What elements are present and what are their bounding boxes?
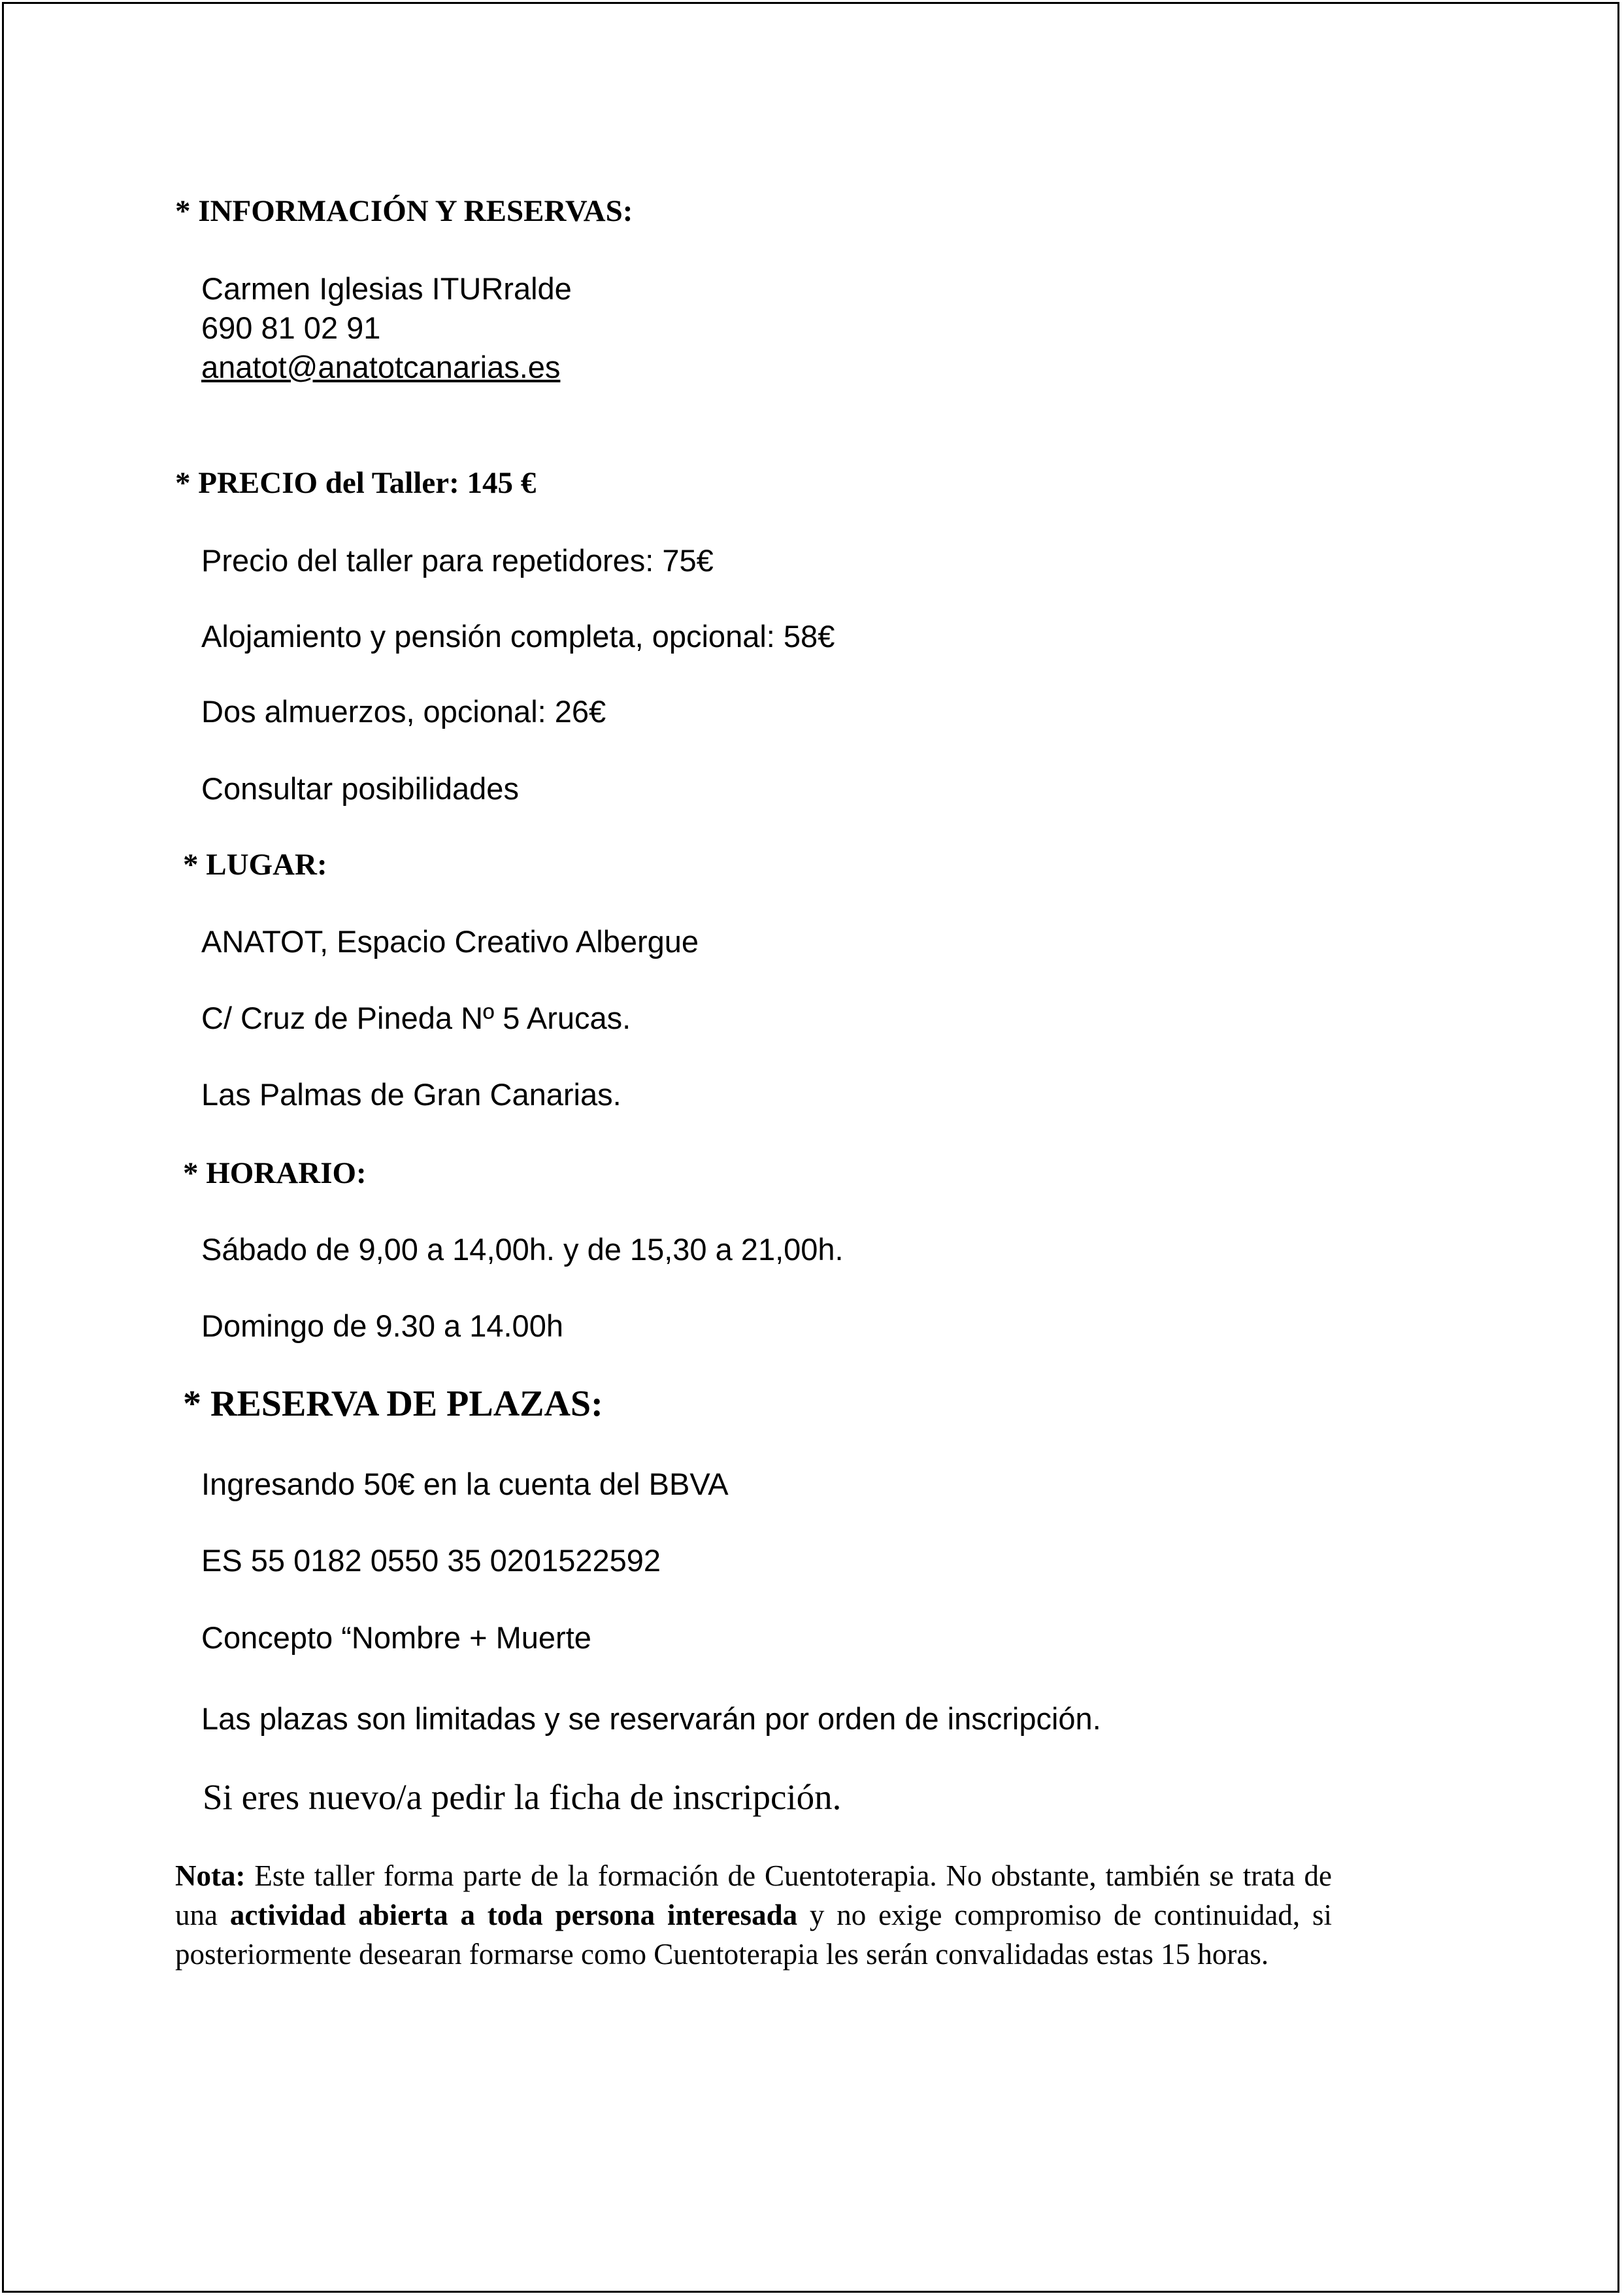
contact-name: Carmen Iglesias ITURralde xyxy=(201,271,572,306)
precio-repetidores: Precio del taller para repetidores: 75€ xyxy=(201,543,714,578)
precio-almuerzos: Dos almuerzos, opcional: 26€ xyxy=(201,694,606,729)
info-heading: * INFORMACIÓN Y RESERVAS: xyxy=(175,194,633,228)
horario-domingo: Domingo de 9.30 a 14.00h xyxy=(201,1308,563,1343)
precio-consultar: Consultar posibilidades xyxy=(201,771,519,806)
nota-text-1: Este taller forma parte de la formación de Cuentoterapia. No obstante, también se trata de una xyxy=(175,1859,1332,1931)
nota-label: Nota: xyxy=(175,1859,246,1892)
horario-heading: * HORARIO: xyxy=(183,1156,367,1190)
reserva-cuenta: ES 55 0182 0550 35 0201522592 xyxy=(201,1543,661,1578)
nota-text-2: y no exige compromiso de continuidad, si posteriormente desearan formarse como Cuentoterapia les serán convalidadas estas 15 horas. xyxy=(175,1899,1332,1971)
lugar-line-3: Las Palmas de Gran Canarias. xyxy=(201,1077,621,1112)
reserva-nuevo: Si eres nuevo/a pedir la ficha de inscripción. xyxy=(203,1777,842,1817)
contact-phone: 690 81 02 91 xyxy=(201,310,381,345)
reserva-concepto: Concepto “Nombre + Muerte xyxy=(201,1620,591,1655)
lugar-heading: * LUGAR: xyxy=(183,848,327,882)
reserva-limitadas: Las plazas son limitadas y se reservarán por orden de inscripción. xyxy=(201,1701,1101,1736)
precio-heading: * PRECIO del Taller: 145 € xyxy=(175,466,537,500)
reserva-heading: * RESERVA DE PLAZAS: xyxy=(183,1384,603,1424)
lugar-line-1: ANATOT, Espacio Creativo Albergue xyxy=(201,924,699,959)
horario-sabado: Sábado de 9,00 a 14,00h. y de 15,30 a 21,00h. xyxy=(201,1232,844,1267)
contact-email-link[interactable]: anatot@anatotcanarias.es xyxy=(201,350,561,384)
reserva-ingreso: Ingresando 50€ en la cuenta del BBVA xyxy=(201,1467,729,1501)
lugar-line-2: C/ Cruz de Pineda Nº 5 Arucas. xyxy=(201,1001,631,1035)
nota-paragraph xyxy=(175,1856,1332,1974)
precio-alojamiento: Alojamiento y pensión completa, opcional: 58€ xyxy=(201,619,835,654)
nota-bold-text: actividad abierta a toda persona interesada xyxy=(229,1899,798,1931)
